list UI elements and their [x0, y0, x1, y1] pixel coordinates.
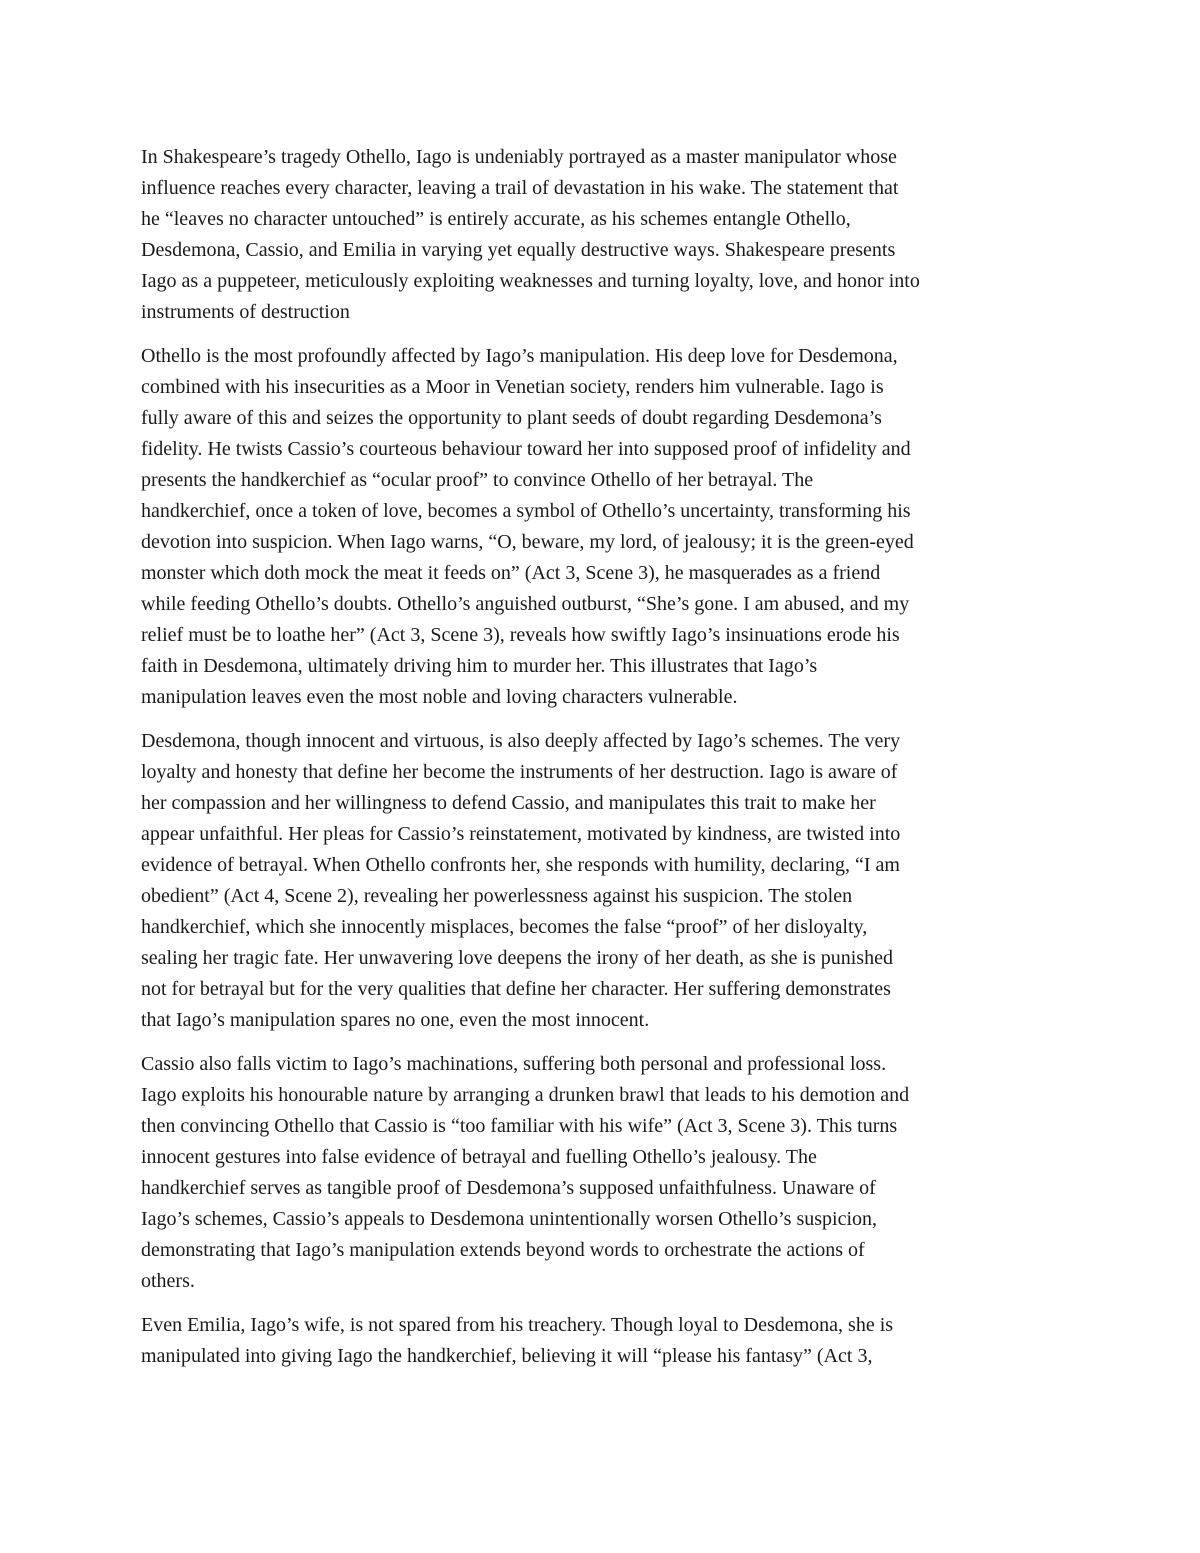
text-line: then convincing Othello that Cassio is “too familiar with his wife” (Act 3, Scene 3). This turns: [141, 1115, 898, 1137]
text-line: while feeding Othello’s doubts. Othello’s anguished outburst, “She’s gone. I am abused, and my: [141, 593, 910, 615]
text-line: demonstrating that Iago’s manipulation extends beyond words to orchestrate the actions of: [141, 1239, 865, 1261]
text-line: combined with his insecurities as a Moor in Venetian society, renders him vulnerable. Iago is: [141, 376, 884, 398]
essay-paragraph: [141, 341, 1071, 713]
text-line: instruments of destruction: [141, 301, 350, 323]
text-line: Iago as a puppeteer, meticulously exploiting weaknesses and turning loyalty, love, and honor into: [141, 270, 920, 292]
text-line: innocent gestures into false evidence of betrayal and fuelling Othello’s jealousy. The: [141, 1146, 817, 1168]
text-line: loyalty and honesty that define her become the instruments of her destruction. Iago is aware of: [141, 761, 898, 783]
text-line: Othello is the most profoundly affected by Iago’s manipulation. His deep love for Desdemona,: [141, 345, 898, 367]
essay-paragraph: [141, 1049, 1071, 1297]
text-line: her compassion and her willingness to defend Cassio, and manipulates this trait to make her: [141, 792, 876, 814]
essay-paragraph: [141, 1310, 1071, 1372]
text-line: presents the handkerchief as “ocular proof” to convince Othello of her betrayal. The: [141, 469, 814, 491]
text-line: manipulation leaves even the most noble and loving characters vulnerable.: [141, 686, 738, 708]
text-line: Even Emilia, Iago’s wife, is not spared from his treachery. Though loyal to Desdemona, she is: [141, 1314, 894, 1336]
text-line: handkerchief, which she innocently misplaces, becomes the false “proof” of her disloyalty,: [141, 916, 868, 938]
text-line: not for betrayal but for the very qualities that define her character. Her suffering demonstrates: [141, 978, 891, 1000]
text-line: Desdemona, Cassio, and Emilia in varying yet equally destructive ways. Shakespeare presents: [141, 239, 896, 261]
essay-body: [141, 142, 1071, 1385]
text-line: sealing her tragic fate. Her unwavering love deepens the irony of her death, as she is punished: [141, 947, 893, 969]
essay-paragraph: [141, 726, 1071, 1036]
text-line: handkerchief serves as tangible proof of Desdemona’s supposed unfaithfulness. Unaware of: [141, 1177, 876, 1199]
text-line: In Shakespeare’s tragedy Othello, Iago is undeniably portrayed as a master manipulator whose: [141, 146, 897, 168]
text-line: others.: [141, 1270, 195, 1292]
text-line: devotion into suspicion. When Iago warns, “O, beware, my lord, of jealousy; it is the green-eyed: [141, 531, 914, 553]
text-line: evidence of betrayal. When Othello confronts her, she responds with humility, declaring, “I am: [141, 854, 900, 876]
text-line: obedient” (Act 4, Scene 2), revealing her powerlessness against his suspicion. The stolen: [141, 885, 853, 907]
text-line: handkerchief, once a token of love, becomes a symbol of Othello’s uncertainty, transforming his: [141, 500, 911, 522]
text-line: Iago’s schemes, Cassio’s appeals to Desdemona unintentionally worsen Othello’s suspicion,: [141, 1208, 877, 1230]
text-line: he “leaves no character untouched” is entirely accurate, as his schemes entangle Othello,: [141, 208, 851, 230]
text-line: appear unfaithful. Her pleas for Cassio’s reinstatement, motivated by kindness, are twisted into: [141, 823, 901, 845]
text-line: relief must be to loathe her” (Act 3, Scene 3), reveals how swiftly Iago’s insinuations erode his: [141, 624, 900, 646]
text-line: that Iago’s manipulation spares no one, even the most innocent.: [141, 1009, 650, 1031]
text-line: manipulated into giving Iago the handkerchief, believing it will “please his fantasy” (Act 3,: [141, 1345, 873, 1367]
text-line: monster which doth mock the meat it feeds on” (Act 3, Scene 3), he masquerades as a friend: [141, 562, 881, 584]
text-line: faith in Desdemona, ultimately driving him to murder her. This illustrates that Iago’s: [141, 655, 818, 677]
text-line: Cassio also falls victim to Iago’s machinations, suffering both personal and professional loss.: [141, 1053, 887, 1075]
text-line: Iago exploits his honourable nature by arranging a drunken brawl that leads to his demotion and: [141, 1084, 910, 1106]
text-line: influence reaches every character, leaving a trail of devastation in his wake. The statement that: [141, 177, 899, 199]
text-line: fully aware of this and seizes the opportunity to plant seeds of doubt regarding Desdemona’s: [141, 407, 882, 429]
text-line: Desdemona, though innocent and virtuous, is also deeply affected by Iago’s schemes. The very: [141, 730, 901, 752]
text-line: fidelity. He twists Cassio’s courteous behaviour toward her into supposed proof of infidelity and: [141, 438, 911, 460]
essay-paragraph: [141, 142, 1071, 328]
